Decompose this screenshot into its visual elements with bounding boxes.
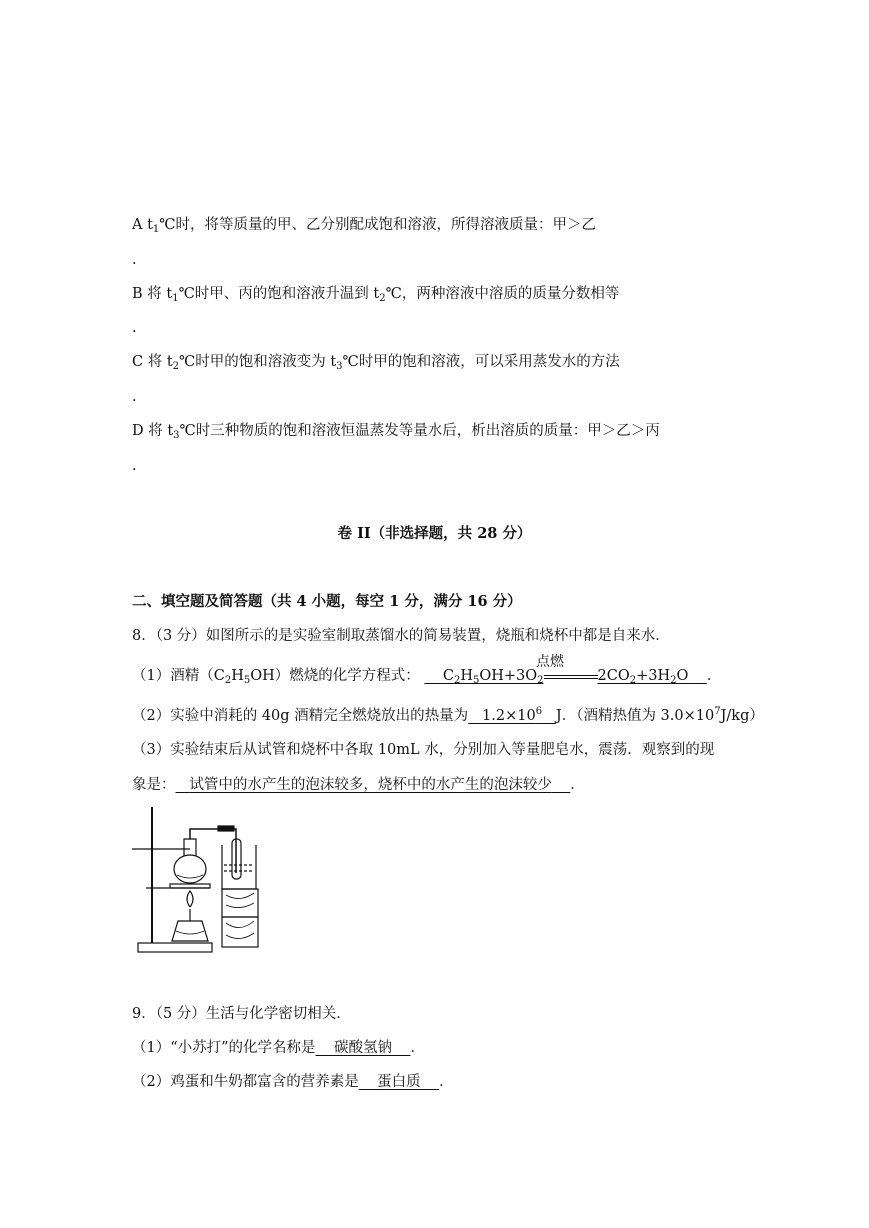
- stand-base: [138, 943, 212, 952]
- option-d: D 将 $t_3℃$时三种物质的饱和溶液恒温蒸发等量水后，析出溶质的质量：甲＞乙＞丙: [132, 423, 660, 441]
- reaction-condition: 点燃: [536, 654, 564, 670]
- q9-part2: （2）鸡蛋和牛奶都富含的营养素是 蛋白质 ．: [132, 1074, 454, 1090]
- q8-part3-line1: （3）实验结束后从试管和烧杯中各取 10mL 水，分别加入等量肥皂水，震荡．观察到的现: [132, 742, 715, 758]
- q9-answer-2: 蛋白质: [377, 1074, 421, 1090]
- q8-phenomenon-answer: 试管中的水产生的泡沫较多，烧杯中的水产生的泡沫较少: [189, 777, 552, 793]
- option-d-dot: .: [132, 458, 137, 474]
- q8-part2: （2）实验中消耗的 40g 酒精完全燃烧放出的热量为 $1.2\times 10^6$ J．（酒精热值为 $3.0\times 10^7J/kg$）: [132, 706, 764, 724]
- option-c: C 将 $t_2℃$时甲的饱和溶液变为 $t_3℃$时甲的饱和溶液，可以采用蒸发水的方法: [132, 354, 620, 372]
- q9-answer-1: 碳酸氢钠: [334, 1040, 392, 1056]
- q9-part1: （1）“小苏打”的化学名称是 碳酸氢钠 ．: [132, 1040, 425, 1056]
- q8-part3-line2: 象是： 试管中的水产生的泡沫较多，烧杯中的水产生的泡沫较少 ．: [132, 777, 585, 793]
- q8-part1: （1）酒精$(C_2H_5OH)$燃烧的化学方程式： $C_2H_5OH+3O_2$ $2CO_2+3H_2O$ ．: [132, 668, 722, 686]
- q9-stem: 9．（5 分）生活与化学密切相关．: [132, 1006, 351, 1022]
- option-c-dot: .: [132, 389, 137, 405]
- q8-stem: 8．（3 分）如图所示的是实验室制取蒸馏水的简易装置，烧瓶和烧杯中都是自来水．: [132, 628, 670, 644]
- wood-block-bottom: [222, 917, 258, 947]
- q8-heat-answer: $1.2\times 10^6$: [482, 706, 543, 724]
- q8-equation-answer: $C_2H_5OH+3O_2$ $2CO_2+3H_2O$: [442, 668, 689, 686]
- section2-heading: 二、填空题及简答题（共 4 小题，每空 1 分，满分 16 分）: [132, 593, 522, 610]
- option-b-dot: .: [132, 320, 137, 336]
- alcohol-lamp: [172, 921, 208, 941]
- distillation-apparatus-figure: [128, 803, 268, 958]
- flask: [174, 855, 206, 883]
- option-a: A $t_1℃$时，将等质量的甲、乙分别配成饱和溶液，所得溶液质量：甲＞乙: [132, 217, 597, 235]
- flame: [187, 891, 193, 907]
- option-b: B 将 $t_1℃$时甲、丙的饱和溶液升温到 $t_2℃$，两种溶液中溶质的质量分数相等: [132, 286, 620, 304]
- section-title: 卷 II（非选择题，共 28 分）: [337, 525, 532, 542]
- option-a-dot: .: [132, 252, 137, 268]
- wood-block-top: [222, 889, 258, 917]
